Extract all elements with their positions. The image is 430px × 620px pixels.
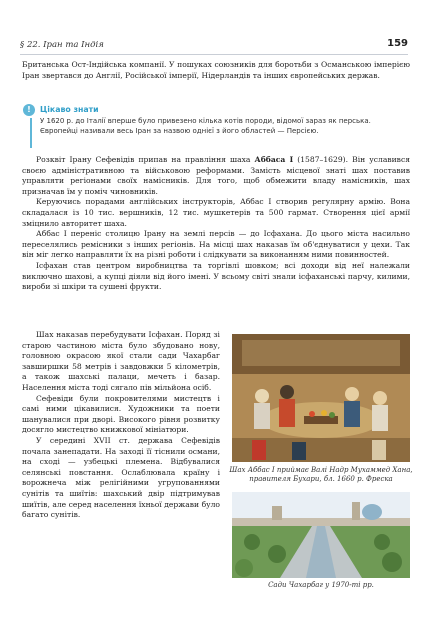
- info-icon: !: [23, 104, 35, 116]
- paragraph-abbas-rest: (1587–1629). Він уславився своєю адміністративною та військовою реформами. Замість місцевої знаті шах поставив управляти регіонами своїх намісників. Для того, щоб обмежити владу намісників, шах призначав їм у поміч чиновників.: [22, 155, 411, 196]
- section-title: § 22. Іран та Індія: [20, 40, 104, 50]
- paragraph-abbas-lead: Розквіт Ірану Сефевідів припав на правління шаха: [36, 155, 255, 164]
- paragraph-abbas: [22, 155, 410, 197]
- paragraph-arts: Сефевіди були покровителями мистецтв і самі ними цікавилися. Художники та поети шанувалися при дворі. Високого рівня розвитку досягло мистецтво книжкової мініатюри.: [22, 393, 220, 435]
- fresco-caption: Шах Аббас I приймає Валі Надр Мухаммед Хана, правителя Бухари, бл. 1660 р. Фреска: [229, 466, 413, 484]
- fact-box-bar: [30, 118, 32, 148]
- main-text-full-width: [22, 155, 410, 293]
- paragraph-army: Керуючись порадами англійських інструкторів, Аббас І створив регулярну армію. Вона складалася із 10 тис. вершників, 12 тис. мушкетерів та 500 гармат. Створення цієї армії зміцнило авторитет шаха.: [22, 197, 410, 228]
- paragraph-silk: Ісфахан став центром виробництва та торгівлі шовком; всі доходи від неї належали виключно шахові, а купці діяли від його імені. У всьому світі знали ісфаханські парчу, килими, вироби зі шкіри та сушені фрукти.: [22, 260, 410, 292]
- intro-paragraph: [22, 60, 410, 81]
- paragraph-isfahan: Шах наказав перебудувати Ісфахан. Поряд зі старою частиною міста було збудовано нову, головною окрасою якої стали сади Чахарбаг завширшки 58 метрів і завдовжки 5 кілометрів, а також шахські палаци, мечеть і базар. Населення міста тоді сягало пів мільйона осіб.: [22, 330, 220, 392]
- intro-text: Британська Ост-Індійська компанії. У пошуках союзників для боротьби з Османською імперією Іран звертався до Англії, Російської імперії, Нідерландів та інших європейських держав.: [22, 60, 410, 80]
- fresco-image: [232, 334, 410, 462]
- page-header: [0, 0, 430, 58]
- garden-photo: [232, 492, 410, 578]
- garden-caption: Сади Чахарбаг у 1970-ті рр.: [268, 581, 374, 589]
- fact-box: [22, 104, 410, 148]
- fact-box-body: У 1620 р. до Італії вперше було привезено кілька котів породи, відомої зараз як перська. Європейці називали весь Іран за назвою однієї з його областей — Персією.: [40, 117, 371, 135]
- main-text-left-column: [22, 330, 220, 521]
- fact-box-title: Цікаво знати: [40, 105, 99, 114]
- paragraph-decline: У середині XVII ст. держава Сефевідів почала занепадати. На заході її тіснили османи, на сході — узбецькі племена. Відбувалися селянські повстання. Ослаблювала країну і ворожнеча між релігійними угрупованнями сунітів та шиїтів: шахський двір підтримував шиїтів, але серед населення їхньої держави було багато сунітів.: [22, 435, 220, 520]
- paragraph-abbas-name: Аббаса I: [254, 155, 294, 164]
- header-divider: [20, 54, 408, 55]
- page-number: 159: [387, 38, 408, 49]
- paragraph-capital: Аббас І переніс столицю Ірану на землі персів — до Ісфахана. До цього міста насильно переселялись ремісники з інших регіонів. На місці шах наказав їм об'єднуватися у цехи. Так він міг легко направляти їх на різні роботи і слідкувати за виконанням ними повинностей.: [22, 229, 410, 260]
